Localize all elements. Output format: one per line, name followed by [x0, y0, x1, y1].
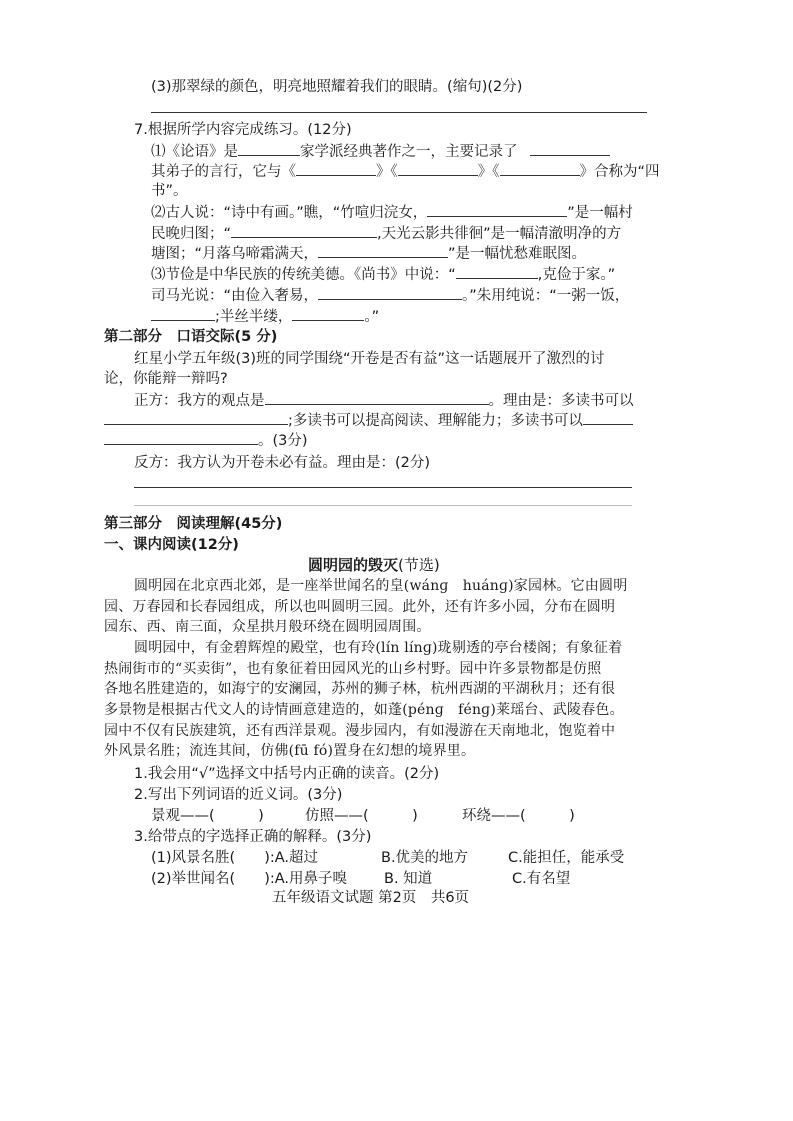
pro-side-line-3: 。(3分) [104, 430, 308, 451]
q7-1-line-3: 书”。 [151, 183, 188, 199]
q7-2-line-2: 民晚归图；“ ,天光云影共徘徊”是一幅清澈明净的方 [151, 223, 621, 244]
part-2-intro-2: 论，你能辩一辩吗? [104, 371, 228, 387]
page-footer: 五年级语文试题 第2页 共6页 [272, 890, 470, 906]
blank[interactable] [583, 410, 633, 425]
q2-item-b: 仿照——( ) [305, 808, 418, 824]
part-2-intro-1: 红星小学五年级(3)班的同学围绕“开卷是否有益”这一话题展开了激烈的讨 [134, 351, 605, 367]
part-2-heading: 第二部分 口语交际(5 分) [104, 329, 278, 345]
q7-3-line-1: ⑶节俭是中华民族的传统美德。《尚书》中说：“ ,克俭于家。” [151, 264, 615, 285]
passage-line: 园、万春园和长春园组成，所以也叫圆明三园。此外，还有许多小园，分布在圆明 [104, 599, 616, 615]
q3-item-1: (1)风景名胜( ):A.超过 [151, 850, 319, 866]
question-1: 1.我会用“√”选择文中括号内正确的读音。(2分) [134, 766, 440, 782]
q3-item-2-c: C.有名望 [512, 871, 571, 887]
question-3: 3.给带点的字选择正确的解释。(3分) [134, 829, 372, 845]
blank[interactable] [500, 161, 580, 176]
answer-line [134, 487, 632, 488]
blank[interactable] [530, 141, 610, 156]
q7-2-line-3: 塘图；“月落乌啼霜满天， ”是一幅忧愁难眠图。 [151, 243, 586, 264]
passage-line: 园东、西、南三面，众星拱月般环绕在圆明园周围。 [104, 619, 431, 635]
blank[interactable] [265, 390, 489, 405]
q7-1-line-1: ⑴《论语》是 家学派经典著作之一，主要记录了 [151, 141, 610, 162]
q2-item-c: 环绕——( ) [462, 808, 575, 824]
blank[interactable] [231, 223, 377, 238]
blank[interactable] [318, 285, 462, 300]
blank[interactable] [104, 430, 258, 445]
blank[interactable] [104, 410, 288, 425]
part-3-heading: 第三部分 阅读理解(45分) [104, 516, 283, 532]
blank[interactable] [318, 243, 448, 258]
con-side-text: 反方：我方认为开卷未必有益。理由是：(2分) [134, 455, 431, 471]
passage-line: 热闹街市的“买卖街”，也有象征着田园风光的山乡村野。园中许多景物都是仿照 [104, 661, 602, 677]
q3-item-2: (2)举世闻名( ):A.用鼻子嗅 [151, 871, 348, 887]
passage-line: 外风景名胜；流连其间，仿佛(fū fó)置身在幻想的境界里。 [104, 743, 476, 759]
q7-2-line-1: ⑵古人说：“诗中有画。”瞧，“竹喧归浣女， ”是一幅村 [151, 202, 633, 223]
blank[interactable] [456, 264, 538, 279]
pro-side-line-1: 正方：我方的观点是 。理由是：多读书可以 [134, 390, 634, 411]
blank[interactable] [151, 306, 215, 321]
passage-line: 多景物是根据古代文人的诗情画意建造的，如蓬(pénɡ fénɡ)莱瑶台、武陵春色。 [104, 702, 624, 718]
answer-line [134, 505, 632, 506]
q3-item-2-b: B. 知道 [384, 871, 433, 887]
question-3-text: (3)那翠绿的颜色，明亮地照耀着我们的眼睛。(缩句)(2分) [151, 79, 523, 95]
q7-3-line-3: ;半丝半缕， 。” [151, 306, 379, 327]
blank[interactable] [398, 161, 478, 176]
part-3-subheading: 一、课内阅读(12分) [104, 537, 239, 553]
question-7-heading: 7.根据所学内容完成练习。(12分) [134, 122, 352, 138]
q3-item-1-c: C.能担任，能承受 [508, 850, 625, 866]
blank[interactable] [427, 202, 567, 217]
answer-line [151, 112, 647, 113]
question-2: 2.写出下列词语的近义词。(3分) [134, 787, 343, 803]
blank[interactable] [296, 161, 376, 176]
passage-title: 圆明园的毁灭(节选) [308, 556, 440, 574]
pro-side-line-2: ;多读书可以提高阅读、理解能力；多读书可以 [104, 410, 633, 431]
blank[interactable] [292, 306, 364, 321]
passage-line: 各地名胜建造的，如海宁的安澜园，苏州的狮子林，杭州西湖的平湖秋月；还有很 [104, 681, 616, 697]
blank[interactable] [238, 141, 300, 156]
q7-3-line-2: 司马光说：“由俭入奢易， 。”朱用纯说：“一粥一饭， [151, 285, 629, 306]
passage-line: 圆明园在北京西北郊，是一座举世闻名的皇(wánɡ huánɡ)家园林。它由圆明 [134, 578, 628, 594]
q3-item-1-b: B.优美的地方 [381, 850, 469, 866]
q2-item-a: 景观——( ) [151, 808, 264, 824]
passage-line: 园中不仅有民族建筑，还有西洋景观。漫步园内，有如漫游在天南地北，饱览着中 [104, 723, 616, 739]
q7-1-line-2: 其弟子的言行，它与《 》《 》《 》合称为“四 [151, 161, 660, 182]
passage-line: 圆明园中，有金碧辉煌的殿堂，也有玲(lín línɡ)珑剔透的亭台楼阁；有象征着 [134, 640, 623, 656]
